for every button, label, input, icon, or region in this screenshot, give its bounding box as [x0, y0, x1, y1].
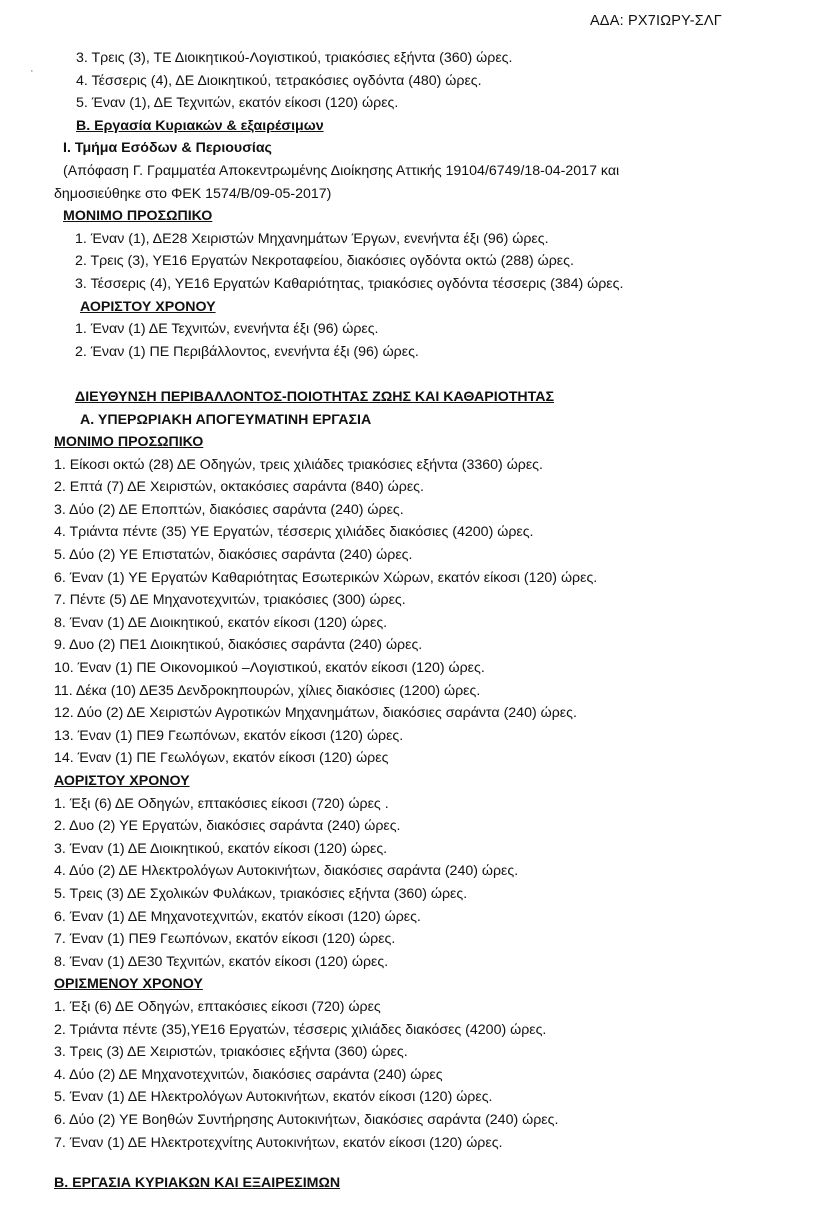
list-item: 7. Πέντε (5) ΔΕ Μηχανοτεχνιτών, τριακόσιες (300) ώρες. [54, 592, 406, 609]
scan-speck: · [30, 65, 34, 77]
decision-line: δημοσιεύθηκε στο ΦΕΚ 1574/Β/09-05-2017) [54, 185, 332, 202]
fixed-term-heading: ΟΡΙΣΜΕΝΟΥ ΧΡΟΝΟΥ [54, 976, 203, 993]
intro-list [0, 47, 820, 115]
list-item: 5. Έναν (1), ΔΕ Τεχνιτών, εκατόν είκοσι (120) ώρες. [76, 95, 399, 112]
fixed-term-list [0, 996, 820, 1154]
indefinite-term-heading: ΑΟΡΙΣΤΟΥ ΧΡΟΝΟΥ [80, 298, 216, 315]
list-item: 5. Δύο (2) ΥΕ Επιστατών, διακόσιες σαράντα (240) ώρες. [54, 547, 413, 564]
list-item: 1. Έξι (6) ΔΕ Οδηγών, επτακόσιες είκοσι (720) ώρες [54, 998, 381, 1015]
list-item: 5. Τρεις (3) ΔΕ Σχολικών Φυλάκων, τριακόσιες εξήντα (360) ώρες. [54, 885, 468, 902]
document-body [0, 47, 820, 1195]
list-item: 6. Δύο (2) ΥΕ Βοηθών Συντήρησης Αυτοκινήτων, διακόσιες σαράντα (240) ώρες. [54, 1111, 559, 1128]
list-item: 9. Δυο (2) ΠΕ1 Διοικητικού, διακόσιες σαράντα (240) ώρες. [54, 637, 423, 654]
list-item: 4. Τέσσερις (4), ΔΕ Διοικητικού, τετρακόσιες ογδόντα (480) ώρες. [76, 72, 482, 89]
list-item: 6. Έναν (1) ΔΕ Μηχανοτεχνιτών, εκατόν είκοσι (120) ώρες. [54, 908, 421, 925]
list-item: 2. Δυο (2) ΥΕ Εργατών, διακόσιες σαράντα (240) ώρες. [54, 818, 401, 835]
permanent-staff-heading: ΜΟΝΙΜΟ ΠΡΟΣΩΠΙΚΟ [54, 434, 204, 451]
list-item: 2. Τριάντα πέντε (35),ΥΕ16 Εργατών, τέσσερις χιλιάδες διακόσες (4200) ώρες. [54, 1021, 547, 1038]
list-item: 3. Τρεις (3), ΤΕ Διοικητικού-Λογιστικού, τριακόσιες εξήντα (360) ώρες. [76, 50, 513, 66]
permanent-staff-list [0, 454, 820, 770]
list-item: 2. Τρεις (3), ΥΕ16 Εργατών Νεκροταφείου, διακόσιες ογδόντα οκτώ (288) ώρες. [75, 253, 574, 270]
list-item: 3. Τέσσερις (4), ΥΕ16 Εργατών Καθαριότητας, τριακόσιες ογδόντα τέσσερις (384) ώρες. [75, 275, 624, 292]
section-a-heading: Α. ΥΠΕΡΩΡΙΑΚΗ ΑΠΟΓΕΥΜΑΤΙΝΗ ΕΡΓΑΣΙΑ [80, 411, 372, 428]
directorate-heading: ΔΙΕΥΘΥΝΣΗ ΠΕΡΙΒΑΛΛΟΝΤΟΣ-ΠΟΙΟΤΗΤΑΣ ΖΩΗΣ ΚΑΙ ΚΑΘΑΡΙΟΤΗΤΑΣ [75, 388, 555, 405]
list-item: 8. Έναν (1) ΔΕ Διοικητικού, εκατόν είκοσι (120) ώρες. [54, 614, 388, 631]
ada-code: ΑΔΑ: ΡΧ7ΙΩΡΥ-ΣΛΓ [589, 13, 722, 29]
list-item: 4. Τριάντα πέντε (35) ΥΕ Εργατών, τέσσερις χιλιάδες διακόσιες (4200) ώρες. [54, 524, 534, 541]
list-item: 1. Είκοσι οκτώ (28) ΔΕ Οδηγών, τρεις χιλιάδες τριακόσιες εξήντα (3360) ώρες. [54, 456, 543, 473]
list-item: 6. Έναν (1) ΥΕ Εργατών Καθαριότητας Εσωτερικών Χώρων, εκατόν είκοσι (120) ώρες. [54, 569, 598, 586]
list-item: 5. Έναν (1) ΔΕ Ηλεκτρολόγων Αυτοκινήτων, εκατόν είκοσι (120) ώρες. [54, 1089, 493, 1106]
list-item: 12. Δύο (2) ΔΕ Χειριστών Αγροτικών Μηχανημάτων, διακόσιες σαράντα (240) ώρες. [54, 705, 577, 722]
permanent-staff-heading: ΜΟΝΙΜΟ ΠΡΟΣΩΠΙΚΟ [63, 208, 213, 225]
list-item: 1. Έναν (1), ΔΕ28 Χειριστών Μηχανημάτων Έργων, ενενήντα έξι (96) ώρες. [75, 230, 549, 247]
list-item: 11. Δέκα (10) ΔΕ35 Δενδροκηπουρών, χίλιες διακόσιες (1200) ώρες. [54, 682, 481, 699]
section-b-sundays-heading: Β. ΕΡΓΑΣΙΑ ΚΥΡΙΑΚΩΝ ΚΑΙ ΕΞΑΙΡΕΣΙΜΩΝ [54, 1175, 341, 1192]
list-item: 14. Έναν (1) ΠΕ Γεωλόγων, εκατόν είκοσι (120) ώρες [54, 750, 389, 767]
list-item: 2. Έναν (1) ΠΕ Περιβάλλοντος, ενενήντα έξι (96) ώρες. [75, 343, 419, 360]
list-item: 7. Έναν (1) ΠΕ9 Γεωπόνων, εκατόν είκοσι (120) ώρες. [54, 931, 396, 948]
list-item: 1. Έναν (1) ΔΕ Τεχνιτών, ενενήντα έξι (96) ώρες. [75, 321, 379, 338]
permanent-staff-list [0, 228, 820, 296]
section-b-heading: Β. Εργασία Κυριακών & εξαιρέσιμων [76, 117, 324, 134]
list-item: 4. Δύο (2) ΔΕ Μηχανοτεχνιτών, διακόσιες σαράντα (240) ώρες [54, 1066, 443, 1083]
indefinite-term-list [0, 793, 820, 974]
list-item: 1. Έξι (6) ΔΕ Οδηγών, επτακόσιες είκοσι (720) ώρες . [54, 795, 389, 812]
department-heading: Ι. Τμήμα Εσόδων & Περιουσίας [63, 140, 272, 157]
decision-line: (Απόφαση Γ. Γραμματέα Αποκεντρωμένης Διοίκησης Αττικής 19104/6749/18-04-2017 και [63, 162, 620, 179]
list-item: 3. Έναν (1) ΔΕ Διοικητικού, εκατόν είκοσι (120) ώρες. [54, 840, 388, 857]
list-item: 10. Έναν (1) ΠΕ Οικονομικού –Λογιστικού, εκατόν είκοσι (120) ώρες. [54, 660, 485, 677]
list-item: 13. Έναν (1) ΠΕ9 Γεωπόνων, εκατόν είκοσι (120) ώρες. [54, 727, 404, 744]
list-item: 3. Δύο (2) ΔΕ Εποπτών, διακόσιες σαράντα (240) ώρες. [54, 501, 404, 518]
list-item: 4. Δύο (2) ΔΕ Ηλεκτρολόγων Αυτοκινήτων, διακόσιες σαράντα (240) ώρες. [54, 863, 519, 880]
indefinite-term-list [0, 318, 820, 363]
list-item: 2. Επτά (7) ΔΕ Χειριστών, οκτακόσιες σαράντα (840) ώρες. [54, 479, 424, 496]
list-item: 7. Έναν (1) ΔΕ Ηλεκτροτεχνίτης Αυτοκινήτων, εκατόν είκοσι (120) ώρες. [54, 1134, 503, 1151]
list-item: 8. Έναν (1) ΔΕ30 Τεχνιτών, εκατόν είκοσι (120) ώρες. [54, 953, 389, 970]
list-item: 3. Τρεις (3) ΔΕ Χειριστών, τριακόσιες εξήντα (360) ώρες. [54, 1044, 408, 1061]
indefinite-term-heading: ΑΟΡΙΣΤΟΥ ΧΡΟΝΟΥ [54, 773, 190, 789]
